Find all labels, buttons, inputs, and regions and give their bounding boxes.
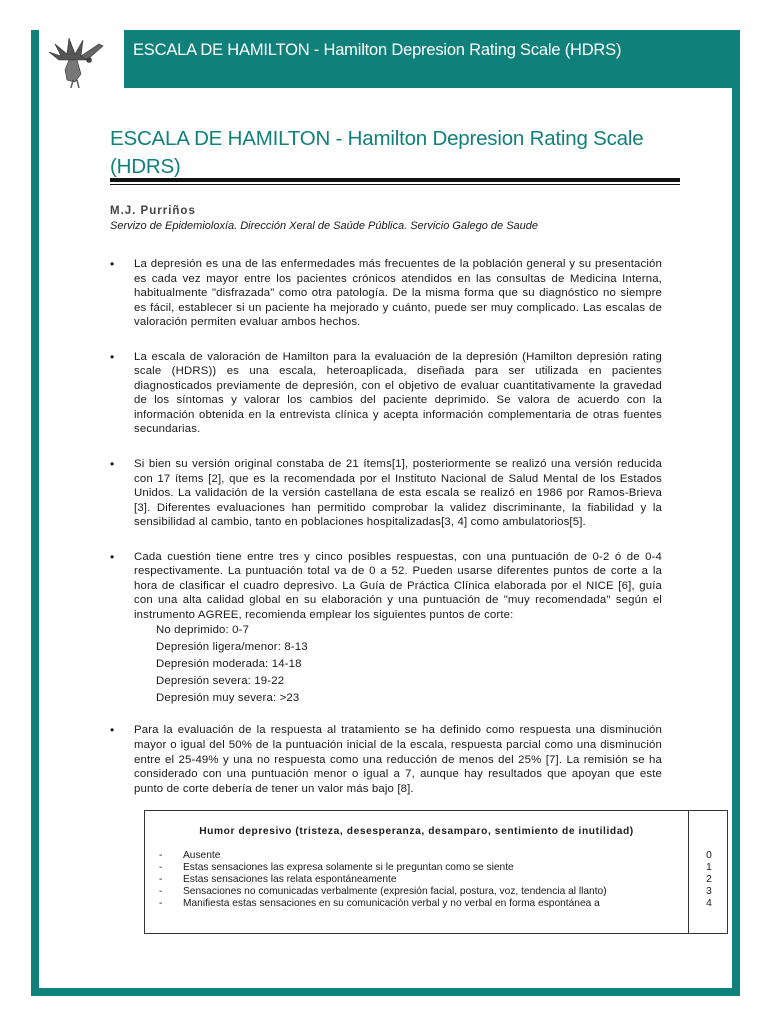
item-table (144, 810, 728, 934)
paragraph-4 (110, 550, 662, 708)
affiliation: Servizo de Epidemioloxía. Dirección Xeral de Saúde Pública. Servicio Galego de Saude (110, 220, 539, 232)
cutoff-item: Depresión severa: 19-22 (156, 675, 285, 688)
cutoff-item: Depresión muy severa: >23 (156, 692, 300, 705)
author: M.J. Purriños (110, 205, 196, 217)
table-items (159, 850, 639, 910)
table-item: - Manifiesta estas sensaciones en su comunicación verbal y no verbal en forma espontánea a (159, 898, 639, 910)
table-scores (689, 850, 729, 910)
title-rule (110, 178, 680, 182)
title-rule-thin (110, 184, 680, 185)
paragraph-4-text: Cada cuestión tiene entre tres y cinco posibles respuestas, con una puntuación de 0-2 ó de 0-4 respectivamente. La puntuación total va de 0 a 52. Pueden usarse diferentes puntos de corte a la hora de clasificar el cuadro depresivo. La Guía de Práctica Clínica elaborada por el NICE [6], guía con una alta calidad global en su elaboración y una puntuación de "muy recomendada" según el instrumento AGREE, recomienda emplear los siguientes puntos de corte: (134, 550, 662, 621)
paragraph-2: • La escala de valoración de Hamilton para la evaluación de la depresión (Hamilton depresión rating scale (HDRS)) es una escala, heteroaplicada, diseñada para ser utilizada en pacientes diagnosticados previamente de depresión, con el objetivo de evaluar cuantitativamente la gravedad de los síntomas y valorar los cambios del paciente deprimido. Se valora de acuerdo con la información obtenida en la entrevista clínica y acepta información complementaria de otras fuentes secundarias. (110, 350, 662, 437)
cutoff-item: No deprimido: 0-7 (156, 624, 250, 637)
paragraph-3: • Si bien su versión original constaba de 21 ítems[1], posteriormente se realizó una versión reducida con 17 ítems [2], que es la recomendada por el Instituto Nacional de Salud Mental de los Estados Unidos. La validación de la versión castellana de esta escala se realizó en 1986 por Ramos-Brieva [3]. Diferentes evaluaciones han permitido comprobar la validez discriminante, la fiabilidad y la sensibilidad al cambio, tanto en poblaciones hospitalizadas[3, 4] como ambulatorios[5]. (110, 457, 662, 530)
table-item: - Sensaciones no comunicadas verbalmente (expresión facial, postura, voz, tendencia al llanto) (159, 886, 639, 898)
table-item: - Estas sensaciones las relata espontáneamente (159, 874, 639, 886)
cutoff-item: Depresión moderada: 14-18 (156, 658, 302, 671)
cutoff-item: Depresión ligera/menor: 8-13 (156, 641, 308, 654)
paragraph-1: • La depresión es una de las enfermedades más frecuentes de la población general y su presentación es cada vez mayor entre los pacientes crónicos atendidos en las consultas de Medicina Interna, habitualmente "disfrazada" como otra patología. De la misma forma que su diagnóstico no siempre es fácil, establecer si un paciente ha mejorado y cuánto, puede ser muy complicado. Las escalas de valoración permiten evaluar ambos hechos. (110, 257, 662, 330)
table-item: - Ausente (159, 850, 639, 862)
stork-logo-icon (39, 30, 124, 88)
table-item: - Estas sensaciones las expresa solamente si le preguntan como se siente (159, 862, 639, 874)
paragraph-5: • Para la evaluación de la respuesta al tratamiento se ha definido como respuesta una disminución mayor o igual del 50% de la puntuación inicial de la escala, respuesta parcial como una disminución entre el 25-49% y una no respuesta como una reducción de menos del 25% [7]. La remisión se ha considerado con una puntuación menor o igual a 7, aunque hay resultados que apoyan que este punto de corte debería de tener un valor más bajo [8]. (110, 723, 662, 796)
cutoff-list (134, 622, 662, 707)
table-score: 0 (706, 850, 712, 861)
body-bullets (110, 257, 662, 816)
table-score: 3 (706, 886, 712, 897)
table-score: 1 (706, 862, 712, 873)
banner-title: ESCALA DE HAMILTON - Hamilton Depresion Rating Scale (HDRS) (133, 41, 622, 59)
table-score: 4 (706, 898, 712, 909)
document-title: ESCALA DE HAMILTON - Hamilton Depresion Rating Scale (HDRS) (110, 127, 644, 178)
table-heading: Humor depresivo (tristeza, desesperanza, desamparo, sentimiento de inutilidad) (199, 826, 634, 837)
table-score: 2 (706, 874, 712, 885)
